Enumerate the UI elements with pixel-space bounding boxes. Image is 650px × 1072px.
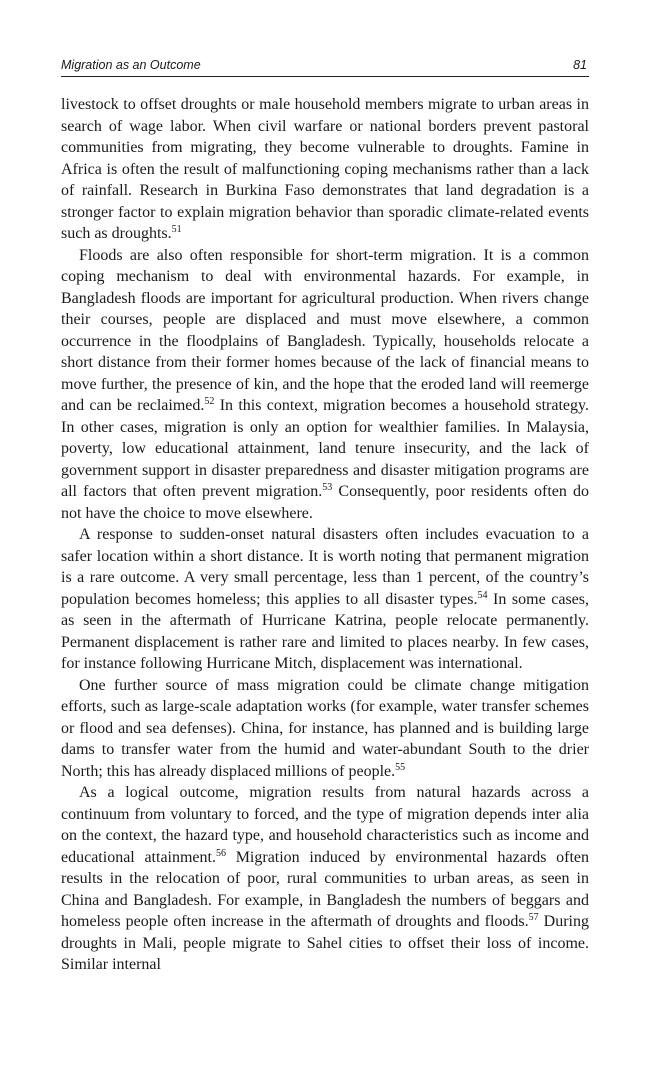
page-number: 81 (573, 58, 587, 72)
paragraph-text: One further source of mass migration could be climate change mitigation efforts, such as large-scale adaptation works (for example, water transfer schemes or flood and sea defenses). China, for instance, has planned and is building large dams to transfer water from the humid and water-abundant South to the drier North; this has already displaced millions of people. (61, 676, 589, 780)
paragraph-text: Floods are also often responsible for short-term migration. It is a common coping mechanism to deal with environmental hazards. For example, in Bangladesh floods are important for agricultural production. When rivers change their courses, people are displaced and must move elsewhere, a common occurrence in the floodplains of Bangladesh. Typically, households relocate a short distance from their former homes because of the lack of financial means to move further, the presence of kin, and the hope that the eroded land will reemerge and can be reclaimed. (61, 246, 589, 414)
footnote-reference: 56 (215, 847, 226, 859)
paragraph-text: livestock to offset droughts or male household members migrate to urban areas in search of wage labor. When civil warfare or national borders prevent pastoral communities from migrating, they become vulnerable to droughts. Famine in Africa is often the result of malfunctioning coping mechanisms rather than a lack of rainfall. Research in Burkina Faso demonstrates that land degradation is a stronger factor to explain migration behavior than sporadic climate-related events such as droughts. (61, 96, 589, 242)
paragraph-text: A response to sudden-onset natural disasters often includes evacuation to a safer location within a short distance. It is worth noting that permanent migration is a rare outcome. A very small percentage, less than 1 percent, of the country’s population becomes homeless; this applies to all disaster types. (61, 526, 589, 608)
paragraph (61, 94, 589, 245)
footnote-reference: 55 (395, 761, 406, 773)
paragraph-text: During droughts in Mali, people migrate to Sahel cities to offset their loss of income. Similar internal (61, 913, 589, 973)
footnote-reference: 53 (322, 482, 333, 493)
running-title: Migration as an Outcome (61, 58, 201, 72)
body-text (61, 94, 589, 976)
footnote-reference: 51 (171, 224, 182, 235)
running-header (61, 54, 589, 77)
footnote-reference: 54 (477, 589, 488, 601)
paragraph (61, 245, 589, 525)
paragraph (61, 524, 589, 675)
paragraph-text: Migration induced by environmental hazards often results in the relocation of poor, rural communities to urban areas, as seen in China and Bangladesh. For example, in Bangladesh the numbers of beggars and homeless people often increase in the aftermath of droughts and floods. (61, 848, 589, 930)
paragraph (61, 782, 589, 976)
paragraph-text: In some cases, as seen in the aftermath of Hurricane Katrina, people relocate permanently. Permanent displacement is rather rare and limited to places nearby. In few cases, for instance following Hurricane Mitch, displacement was international. (61, 590, 590, 672)
footnote-reference: 57 (528, 912, 539, 923)
footnote-reference: 52 (204, 396, 215, 407)
paragraph-text: Consequently, poor residents often do not have the choice to move elsewhere. (61, 483, 590, 522)
paragraph-text: In this context, migration becomes a household strategy. In other cases, migration is only an option for wealthier families. In Malaysia, poverty, low educational attainment, land tenure insecurity, and the lack of government support in disaster preparedness and disaster mitigation programs are all factors that often prevent migration. (61, 397, 589, 500)
paragraph-text: As a logical outcome, migration results from natural hazards across a continuum from voluntary to forced, and the type of migration depends inter alia on the context, the hazard type, and household characteristics such as income and educational attainment. (61, 784, 589, 866)
paragraph (61, 675, 589, 783)
